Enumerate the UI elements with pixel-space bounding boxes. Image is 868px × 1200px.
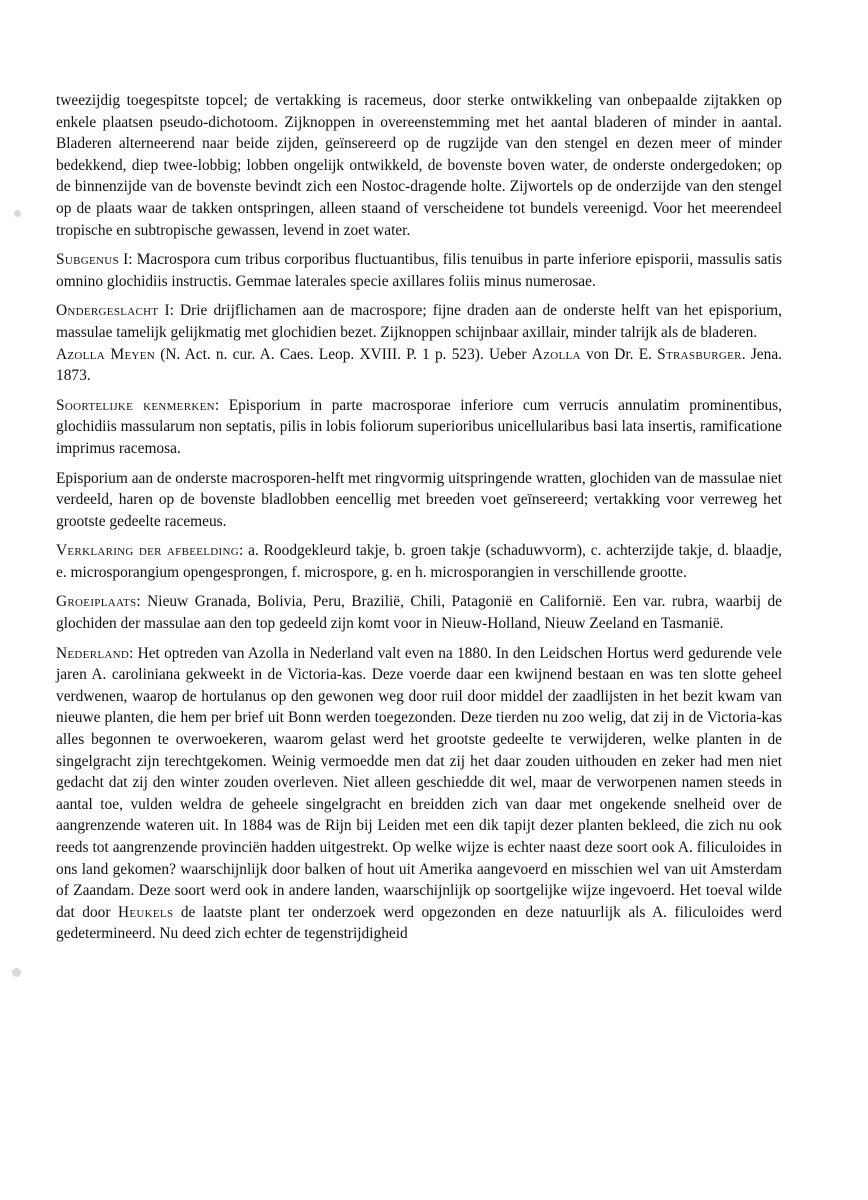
reference-text: (N. Act. n. cur. A. Caes. Leop. XVIII. P. 1 p. 523). Ueber — [154, 345, 532, 363]
groeiplaats-heading: Groeiplaats — [56, 593, 137, 611]
paragraph-nederland — [56, 643, 782, 945]
paragraph-soortelijke-kenmerken — [56, 395, 782, 460]
paragraph-ondergeslacht — [56, 300, 782, 343]
reference-text-2: von Dr. E. — [580, 345, 658, 363]
heukels-name: Heukels — [117, 903, 174, 921]
verklaring-text: : a. Roodgekleurd takje, b. groen takje (schaduwvorm), c. achterzijde takje, d. blaadje, e. microsporangium opengesprongen, f. microspore, g. en h. microsporangien in verschillende grootte. — [56, 542, 782, 581]
paragraph-azolla-reference — [56, 344, 782, 387]
subgenus-text: I: Macrospora cum tribus corporibus fluctuantibus, filis tenuibus in parte inferiore episporii, massulis satis omnino glochidiis instructis. Gemmae laterales specie axillares foliis minus numerosae. — [56, 251, 782, 290]
scan-speck — [12, 968, 21, 977]
azolla-name: Azolla — [531, 345, 581, 363]
kenmerken-heading: Soortelijke kenmerken — [56, 396, 215, 414]
azolla-meyen-heading: Azolla Meyen — [56, 345, 155, 363]
paragraph-verklaring — [56, 540, 782, 583]
paragraph-subgenus — [56, 249, 782, 292]
ondergeslacht-text: I: Drie drijflichamen aan de macrospore; fijne draden aan de onderste helft van het episporium, massulae tamelijk gelijkmatig met glochidien bezet. Zijknoppen schijnbaar axillair, minder talrijk als de bladeren. — [56, 302, 782, 341]
kenmerken-text: : Episporium in parte macrosporae inferiore cum verrucis annulatim prominentibus, glochidiis massularum non septatis, pilis in lobis foliorum superioribus unicellularibus basi lata insertis, ramificatione imprimus racemosa. — [56, 396, 783, 457]
verklaring-heading: Verklaring der afbeelding — [56, 542, 239, 560]
nederland-heading: Nederland — [56, 644, 130, 662]
nederland-text: : Het optreden van Azolla in Nederland valt even na 1880. In den Leidschen Hortus werd gedurende vele jaren A. caroliniana gekweekt in de Victoria-kas. Deze voerde daar een kwijnend bestaan en was ten slotte geheel verdwenen, waarop de hortulanus op den gewonen weg door ruil door middel der zaadlijsten in het bezit kwam van nieuwe planten, die hem per brief uit Bonn werden toegezonden. Deze tierden nu zoo welig, dat zij in de Victoria-kas alles begonnen te overwoekeren, waarom gelast werd het grootste gedeelte te verwijderen, welke planten in de singelgracht zijn terechtgekomen. Weinig vermoedde men dat zij het daar zouden uithouden en zeker had men niet gedacht dat zij den winter zouden overleven. Niet alleen geschiedde dit wel, maar de verworpenen namen steeds in aantal toe, vulden weldra de geheele singelgracht en breidden zich van daar met ongekende snelheid over de aangrenzende wateren uit. In 1884 was de Rijn bij Leiden met een dik tapijt dezer planten bekleed, die zich nu ook reeds tot aangrenzende provinciën hadden uitgestrekt. Op welke wijze is echter naast deze soort ook A. filiculoides in ons land gekomen? waarschijnlijk door balken of hout uit Amerika aangevoerd en misschien wel van uit Amsterdam of Zaandam. Deze soort werd ook in andere landen, waarschijnlijk op soortgelijke wijze ingevoerd. Het toeval wilde dat door — [56, 644, 782, 921]
reference-tail: . Jena. 1873. — [56, 345, 783, 385]
groeiplaats-text: : Nieuw Granada, Bolivia, Peru, Brazilië, Chili, Patagonië en Californië. Een var. rubra, waarbij de glochiden der massulae aan den top gedeeld zijn komt voor in Nieuw-Holland, Nieuw Zeeland en Tasmanië. — [56, 593, 782, 633]
author-name: Strasburger — [657, 345, 742, 363]
ondergeslacht-heading: Ondergeslacht — [56, 302, 159, 320]
nederland-text-2: de laatste plant ter onderzoek werd opgezonden en deze natuurlijk als A. filiculoides werd gedetermineerd. Nu deed zich echter de tegenstrijdigheid — [56, 903, 782, 943]
subgenus-heading: Subgenus — [56, 251, 119, 269]
scan-speck — [14, 210, 21, 217]
paragraph-description: tweezijdig toegespitste topcel; de vertakking is racemeus, door sterke ontwikkeling van onbepaalde zijtakken op enkele plaatsen pseudo-dichotoom. Zijknoppen in overeenstemming met het aantal bladeren of minder in aantal. Bladeren alterneerend naar beide zijden, geïnsereerd op de rugzijde van den stengel en dezen meer of minder bedekkend, diep twee-lobbig; lobben ongelijk ontwikkeld, de bovenste boven water, de onderste ondergedoken; op de binnenzijde van de bovenste bevindt zich een Nostoc-dragende holte. Zijwortels op de onderzijde van den stengel op de plaats waar de takken ontspringen, alleen staand of verscheidene tot bundels vereenigd. Voor het meerendeel tropische en subtropische gewassen, levend in zoet water. — [56, 92, 782, 239]
paragraph-groeiplaats — [56, 591, 782, 634]
paragraph-episporium: Episporium aan de onderste macrosporen-helft met ringvormig uitspringende wratten, glochiden van de massulae niet verdeeld, haren op de bovenste bladlobben eencellig met breeden voet geïnsereerd; vertakking voor verreweg het grootste gedeelte racemeus. — [56, 469, 782, 530]
